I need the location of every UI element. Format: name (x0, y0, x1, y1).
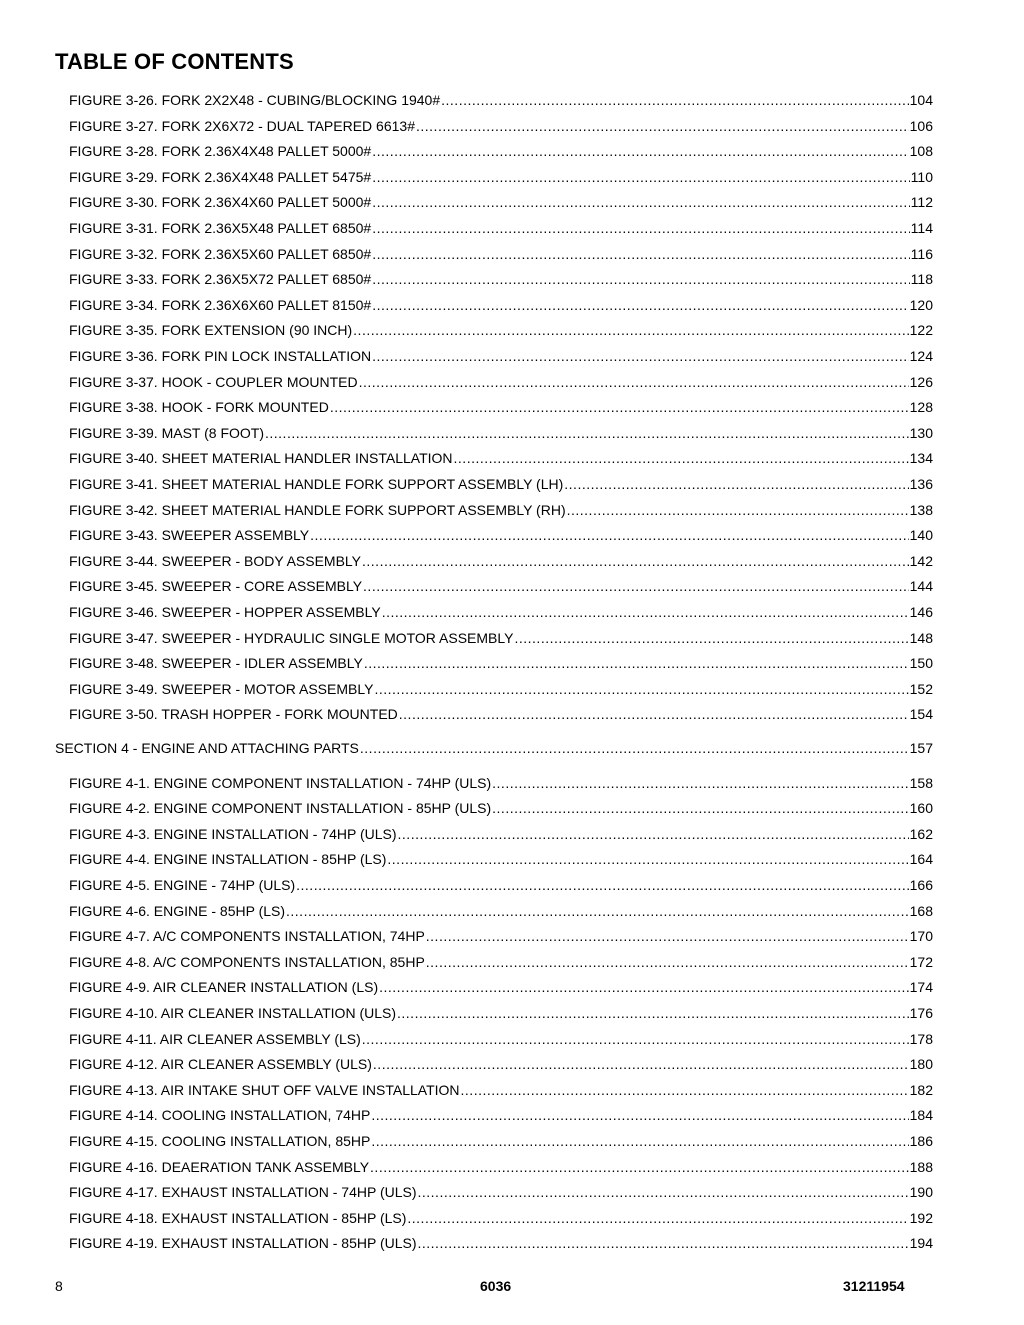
footer-document-number: 31211954 (843, 1278, 905, 1294)
toc-entry-page: 192 (909, 1210, 933, 1226)
toc-entry-label: FIGURE 3-35. FORK EXTENSION (90 INCH) (69, 322, 353, 338)
toc-entry-label: FIGURE 4-13. AIR INTAKE SHUT OFF VALVE INSTALLATION (69, 1082, 460, 1098)
toc-entry-page: 170 (909, 928, 933, 944)
toc-entry-label: FIGURE 3-40. SHEET MATERIAL HANDLER INSTALLATION (69, 450, 453, 466)
toc-figure-entry[interactable] (69, 1030, 933, 1048)
toc-entry-label: FIGURE 4-9. AIR CLEANER INSTALLATION (LS) (69, 979, 379, 995)
toc-figure-entry[interactable] (69, 825, 933, 843)
toc-entry-page: 162 (909, 826, 933, 842)
dot-leader (265, 424, 909, 442)
dot-leader (371, 1132, 908, 1150)
dot-leader (372, 193, 909, 211)
toc-figure-entry[interactable] (69, 1106, 933, 1124)
page-title: TABLE OF CONTENTS (55, 49, 294, 74)
toc-figure-entry[interactable] (69, 321, 933, 339)
toc-entry-label: FIGURE 4-14. COOLING INSTALLATION, 74HP (69, 1107, 371, 1123)
toc-figure-entry[interactable] (69, 373, 933, 391)
toc-entry-page: 146 (909, 604, 933, 620)
toc-figure-entry[interactable] (69, 1081, 933, 1099)
toc-entry-label: FIGURE 4-16. DEAERATION TANK ASSEMBLY (69, 1159, 370, 1175)
toc-figure-entry[interactable] (69, 1183, 933, 1201)
toc-entry-page: 184 (909, 1107, 933, 1123)
dot-leader (372, 270, 909, 288)
toc-entry-label: FIGURE 4-4. ENGINE INSTALLATION - 85HP (LS) (69, 851, 387, 867)
dot-leader (399, 705, 909, 723)
toc-entry-page: 188 (909, 1159, 933, 1175)
toc-entry-label: FIGURE 4-6. ENGINE - 85HP (LS) (69, 903, 286, 919)
toc-figure-entry[interactable] (69, 347, 933, 365)
toc-entry-page: 126 (909, 374, 933, 390)
toc-entry-page: 122 (909, 322, 933, 338)
toc-entry-page: 106 (909, 118, 933, 134)
dot-leader (407, 1209, 908, 1227)
toc-entry-label: FIGURE 4-12. AIR CLEANER ASSEMBLY (ULS) (69, 1056, 372, 1072)
dot-leader (374, 680, 908, 698)
toc-figure-entry[interactable] (69, 449, 933, 467)
dot-leader (564, 475, 908, 493)
toc-figure-entry[interactable] (69, 902, 933, 920)
toc-entry-page: 148 (909, 630, 933, 646)
toc-figure-entry[interactable] (69, 978, 933, 996)
toc-entry-page: 134 (909, 450, 933, 466)
dot-leader (330, 398, 909, 416)
toc-figure-entry[interactable] (69, 526, 933, 544)
toc-entry-page: 176 (909, 1005, 933, 1021)
dot-leader (286, 902, 909, 920)
toc-figure-entry[interactable] (69, 774, 933, 792)
toc-entry-page: 142 (909, 553, 933, 569)
toc-figure-entry[interactable] (69, 296, 933, 314)
dot-leader (418, 1183, 909, 1201)
dot-leader (372, 245, 909, 263)
toc-figure-entry[interactable] (69, 953, 933, 971)
toc-entry-label: FIGURE 3-37. HOOK - COUPLER MOUNTED (69, 374, 358, 390)
toc-entry-page: 174 (909, 979, 933, 995)
toc-figure-entry[interactable] (69, 117, 933, 135)
toc-entry-page: 120 (909, 297, 933, 313)
dot-leader (514, 629, 908, 647)
toc-entry-label: FIGURE 3-50. TRASH HOPPER - FORK MOUNTED (69, 706, 398, 722)
toc-entry-label: SECTION 4 - ENGINE AND ATTACHING PARTS (55, 740, 359, 756)
dot-leader (441, 91, 909, 109)
toc-entry-page: 154 (909, 706, 933, 722)
toc-entry-page: 194 (909, 1235, 933, 1251)
toc-figure-entry[interactable] (69, 603, 933, 621)
toc-entry-label: FIGURE 3-27. FORK 2X6X72 - DUAL TAPERED 6613# (69, 118, 415, 134)
dot-leader (426, 953, 909, 971)
toc-entry-page: 166 (909, 877, 933, 893)
toc-entry-page: 157 (909, 740, 933, 756)
toc-entry-page: 178 (909, 1031, 933, 1047)
toc-entry-label: FIGURE 3-26. FORK 2X2X48 - CUBING/BLOCKING 1940# (69, 92, 441, 108)
toc-entry-page: 108 (909, 143, 933, 159)
toc-entry-page: 104 (909, 92, 933, 108)
toc-entry-page: 140 (909, 527, 933, 543)
dot-leader (382, 603, 909, 621)
toc-entry-label: FIGURE 3-42. SHEET MATERIAL HANDLE FORK SUPPORT ASSEMBLY (RH) (69, 502, 566, 518)
dot-leader (418, 1234, 909, 1252)
toc-entry-page: 152 (909, 681, 933, 697)
dot-leader (492, 799, 908, 817)
toc-figure-entry[interactable] (69, 142, 933, 160)
toc-figure-entry[interactable] (69, 1234, 933, 1252)
toc-figure-entry[interactable] (69, 424, 933, 442)
toc-entry-label: FIGURE 3-29. FORK 2.36X4X48 PALLET 5475# (69, 169, 372, 185)
toc-figure-entry[interactable] (69, 705, 933, 723)
toc-entry-page: 128 (909, 399, 933, 415)
toc-entry-page: 138 (909, 502, 933, 518)
toc-figure-entry[interactable] (69, 193, 933, 211)
dot-leader (359, 373, 909, 391)
toc-figure-entry[interactable] (69, 219, 933, 237)
toc-entry-label: FIGURE 3-32. FORK 2.36X5X60 PALLET 6850# (69, 246, 372, 262)
toc-entry-label: FIGURE 3-34. FORK 2.36X6X60 PALLET 8150# (69, 297, 372, 313)
toc-figure-entry[interactable] (69, 927, 933, 945)
toc-entry-page: 144 (909, 578, 933, 594)
toc-entry-page: 116 (910, 246, 933, 262)
toc-entry-page: 160 (909, 800, 933, 816)
toc-entry-page: 136 (909, 476, 933, 492)
toc-entry-page: 190 (909, 1184, 933, 1200)
dot-leader (379, 978, 909, 996)
toc-entry-label: FIGURE 3-44. SWEEPER - BODY ASSEMBLY (69, 553, 362, 569)
toc-entry-label: FIGURE 3-33. FORK 2.36X5X72 PALLET 6850# (69, 271, 372, 287)
dot-leader (362, 1030, 909, 1048)
dot-leader (397, 1004, 909, 1022)
toc-figure-entry[interactable] (69, 501, 933, 519)
toc-figure-entry[interactable] (69, 799, 933, 817)
dot-leader (372, 296, 908, 314)
dot-leader (372, 168, 909, 186)
toc-entry-page: 118 (910, 271, 933, 287)
toc-entry-label: FIGURE 4-15. COOLING INSTALLATION, 85HP (69, 1133, 371, 1149)
toc-figure-entry[interactable] (69, 1209, 933, 1227)
toc-entry-label: FIGURE 4-19. EXHAUST INSTALLATION - 85HP (ULS) (69, 1235, 417, 1251)
toc-entry-label: FIGURE 4-1. ENGINE COMPONENT INSTALLATION - 74HP (ULS) (69, 775, 492, 791)
toc-figure-entry[interactable] (69, 629, 933, 647)
dot-leader (362, 552, 909, 570)
toc-entry-label: FIGURE 4-8. A/C COMPONENTS INSTALLATION, 85HP (69, 954, 425, 970)
toc-entry-label: FIGURE 3-38. HOOK - FORK MOUNTED (69, 399, 329, 415)
toc-entry-label: FIGURE 4-2. ENGINE COMPONENT INSTALLATION - 85HP (ULS) (69, 800, 492, 816)
toc-entry-label: FIGURE 3-31. FORK 2.36X5X48 PALLET 6850# (69, 220, 372, 236)
dot-leader (492, 774, 908, 792)
toc-entry-label: FIGURE 4-10. AIR CLEANER INSTALLATION (ULS) (69, 1005, 397, 1021)
toc-entry-label: FIGURE 4-3. ENGINE INSTALLATION - 74HP (ULS) (69, 826, 397, 842)
toc-entry-label: FIGURE 4-11. AIR CLEANER ASSEMBLY (LS) (69, 1031, 361, 1047)
dot-leader (363, 577, 909, 595)
toc-entry-page: 150 (909, 655, 933, 671)
dot-leader (387, 850, 908, 868)
dot-leader (371, 1106, 908, 1124)
toc-entry-label: FIGURE 3-46. SWEEPER - HOPPER ASSEMBLY (69, 604, 381, 620)
toc-figure-entry[interactable] (69, 475, 933, 493)
dot-leader (426, 927, 909, 945)
toc-entry-label: FIGURE 3-47. SWEEPER - HYDRAULIC SINGLE MOTOR ASSEMBLY (69, 630, 514, 646)
dot-leader (416, 117, 909, 135)
toc-entry-label: FIGURE 3-39. MAST (8 FOOT) (69, 425, 264, 441)
toc-figure-entry[interactable] (69, 1055, 933, 1073)
footer-page-number: 8 (55, 1278, 63, 1294)
toc-entry-page: 182 (909, 1082, 933, 1098)
dot-leader (373, 1055, 909, 1073)
toc-entry-label: FIGURE 3-45. SWEEPER - CORE ASSEMBLY (69, 578, 363, 594)
toc-entry-label: FIGURE 4-5. ENGINE - 74HP (ULS) (69, 877, 296, 893)
toc-figure-entry[interactable] (69, 168, 933, 186)
dot-leader (353, 321, 908, 339)
toc-figure-entry[interactable] (69, 577, 933, 595)
dot-leader (310, 526, 908, 544)
toc-figure-entry[interactable] (69, 398, 933, 416)
dot-leader (372, 347, 909, 365)
toc-entry-page: 110 (910, 169, 933, 185)
toc-figure-entry[interactable] (69, 552, 933, 570)
dot-leader (296, 876, 909, 894)
toc-entry-page: 180 (909, 1056, 933, 1072)
toc-entry-label: FIGURE 4-17. EXHAUST INSTALLATION - 74HP (ULS) (69, 1184, 417, 1200)
toc-entry-page: 158 (909, 775, 933, 791)
dot-leader (364, 654, 909, 672)
toc-figure-entry[interactable] (69, 91, 933, 109)
dot-leader (372, 219, 909, 237)
toc-entry-label: FIGURE 3-43. SWEEPER ASSEMBLY (69, 527, 310, 543)
toc-entry-label: FIGURE 3-41. SHEET MATERIAL HANDLE FORK SUPPORT ASSEMBLY (LH) (69, 476, 564, 492)
toc-figure-entry[interactable] (69, 1158, 933, 1176)
dot-leader (398, 825, 909, 843)
dot-leader (454, 449, 909, 467)
dot-leader (372, 142, 908, 160)
toc-entry-page: 114 (910, 220, 933, 236)
toc-entry-page: 130 (909, 425, 933, 441)
toc-entry-page: 164 (909, 851, 933, 867)
dot-leader (461, 1081, 909, 1099)
toc-figure-entry[interactable] (69, 850, 933, 868)
dot-leader (360, 739, 909, 757)
toc-section-entry[interactable] (55, 739, 933, 757)
toc-entry-label: FIGURE 4-18. EXHAUST INSTALLATION - 85HP (LS) (69, 1210, 407, 1226)
toc-entry-label: FIGURE 3-30. FORK 2.36X4X60 PALLET 5000# (69, 194, 372, 210)
toc-entry-label: FIGURE 4-7. A/C COMPONENTS INSTALLATION, 74HP (69, 928, 425, 944)
toc-entry-label: FIGURE 3-28. FORK 2.36X4X48 PALLET 5000# (69, 143, 372, 159)
toc-entry-label: FIGURE 3-48. SWEEPER - IDLER ASSEMBLY (69, 655, 363, 671)
toc-entry-page: 124 (909, 348, 933, 364)
toc-entry-label: FIGURE 3-36. FORK PIN LOCK INSTALLATION (69, 348, 372, 364)
footer-model-number: 6036 (480, 1278, 512, 1294)
toc-entry-page: 168 (909, 903, 933, 919)
dot-leader (370, 1158, 909, 1176)
toc-entry-page: 186 (909, 1133, 933, 1149)
dot-leader (567, 501, 909, 519)
toc-figure-entry[interactable] (69, 680, 933, 698)
toc-entry-page: 172 (909, 954, 933, 970)
toc-figure-entry[interactable] (69, 876, 933, 894)
toc-figure-entry[interactable] (69, 654, 933, 672)
toc-entry-label: FIGURE 3-49. SWEEPER - MOTOR ASSEMBLY (69, 681, 374, 697)
toc-entry-page: 112 (910, 194, 933, 210)
toc-figure-entry[interactable] (69, 1004, 933, 1022)
toc-figure-entry[interactable] (69, 1132, 933, 1150)
toc-figure-entry[interactable] (69, 245, 933, 263)
toc-figure-entry[interactable] (69, 270, 933, 288)
